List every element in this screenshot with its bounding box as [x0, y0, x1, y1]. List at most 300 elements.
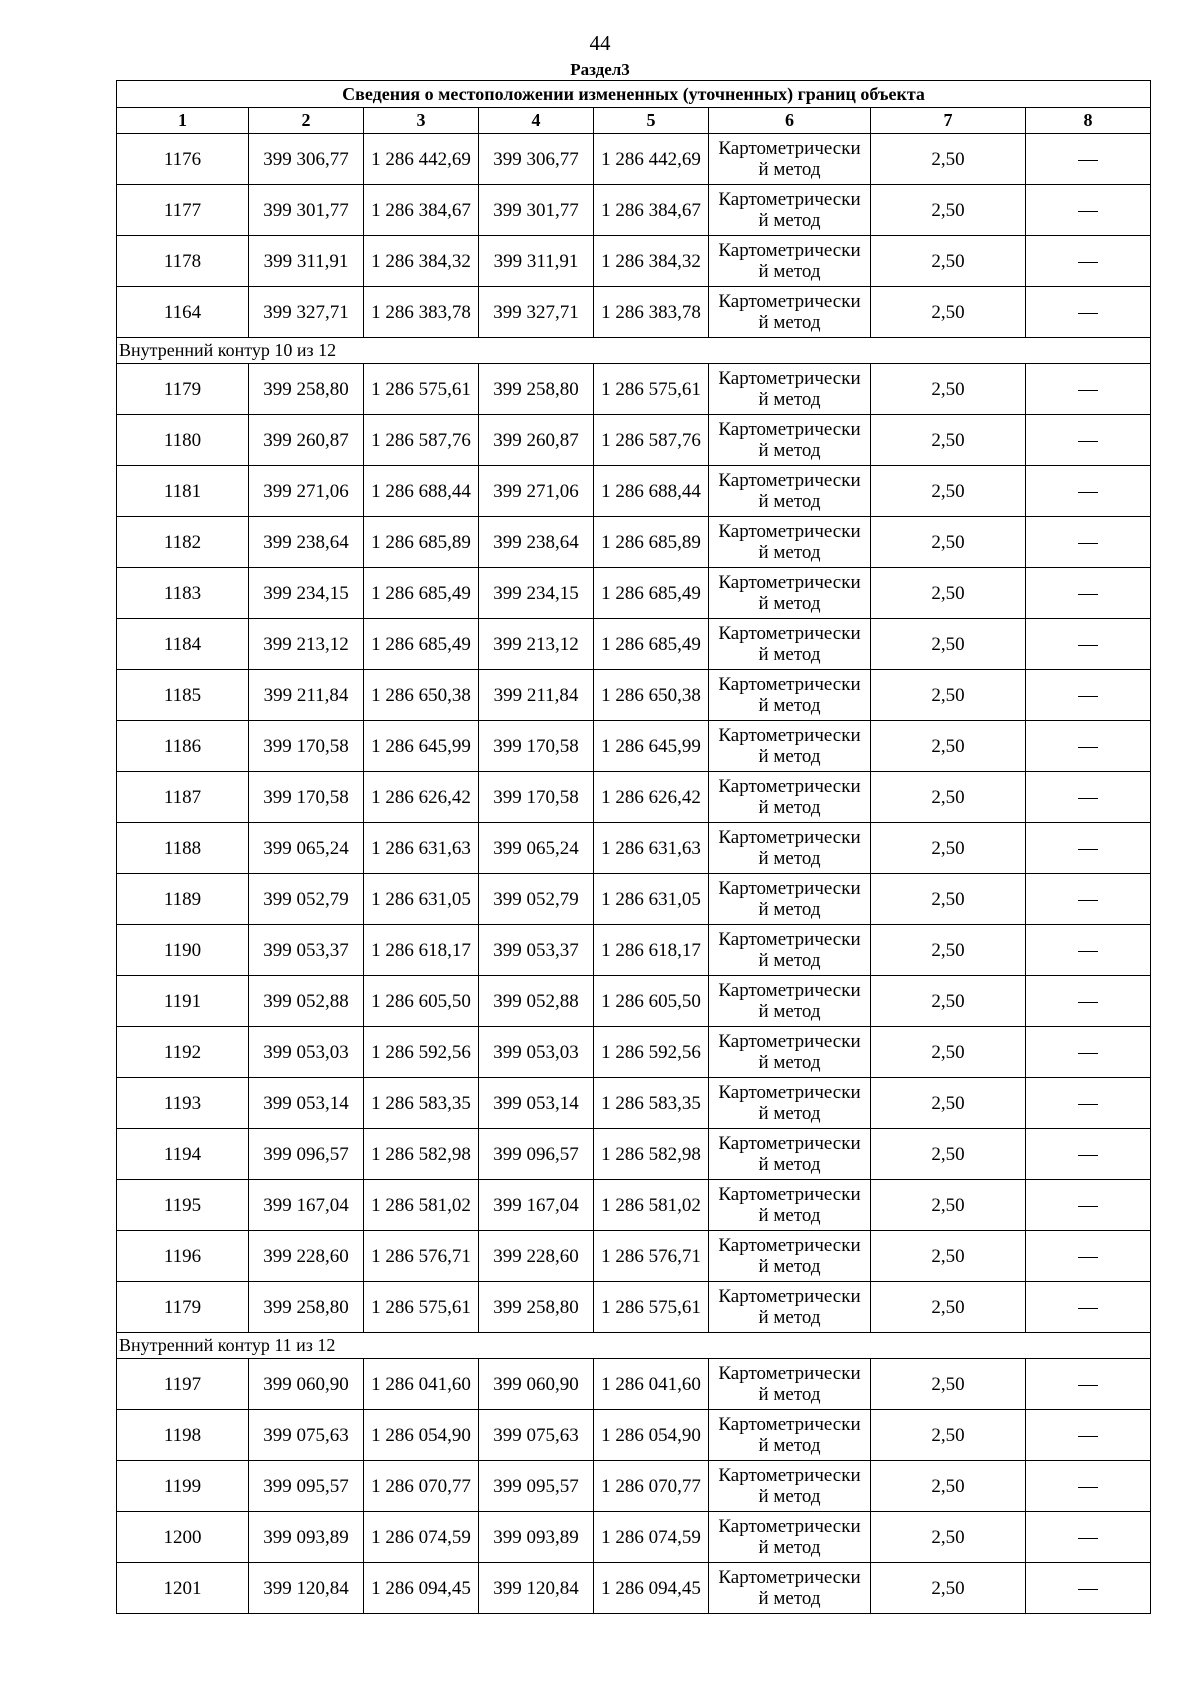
y-new-cell: 1 286 685,49 [594, 568, 709, 619]
y-existing-cell: 1 286 054,90 [364, 1410, 479, 1461]
method-text-line1: Картометрически [718, 1133, 861, 1154]
description-cell [1026, 134, 1151, 185]
point-number-cell: 1183 [117, 568, 249, 619]
method-cell [709, 1282, 871, 1333]
x-existing-cell: 399 327,71 [249, 287, 364, 338]
method-text-line2: й метод [758, 1205, 821, 1226]
point-number-cell: 1179 [117, 364, 249, 415]
dash-icon [1078, 1308, 1098, 1309]
description-cell [1026, 517, 1151, 568]
method-text-line2: й метод [758, 159, 821, 180]
table-row [117, 236, 1151, 287]
column-number: 3 [364, 108, 479, 134]
y-existing-cell: 1 286 094,45 [364, 1563, 479, 1614]
method-cell [709, 415, 871, 466]
method-cell [709, 287, 871, 338]
method-text-line2: й метод [758, 389, 821, 410]
dash-icon [1078, 313, 1098, 314]
table-title-row [117, 81, 1151, 108]
y-new-cell: 1 286 626,42 [594, 772, 709, 823]
point-number-cell: 1191 [117, 976, 249, 1027]
contour-heading: Внутренний контур 10 из 12 [117, 338, 1151, 364]
x-existing-cell: 399 065,24 [249, 823, 364, 874]
method-text-line1: Картометрически [718, 1567, 861, 1588]
x-new-cell: 399 093,89 [479, 1512, 594, 1563]
method-text-line1: Картометрически [718, 1516, 861, 1537]
dash-icon [1078, 1385, 1098, 1386]
y-new-cell: 1 286 041,60 [594, 1359, 709, 1410]
x-new-cell: 399 052,79 [479, 874, 594, 925]
dash-icon [1078, 594, 1098, 595]
method-cell [709, 1410, 871, 1461]
point-number-cell: 1193 [117, 1078, 249, 1129]
dash-icon [1078, 1487, 1098, 1488]
table-row [117, 619, 1151, 670]
x-existing-cell: 399 258,80 [249, 364, 364, 415]
column-number: 6 [709, 108, 871, 134]
accuracy-cell: 2,50 [871, 874, 1026, 925]
x-existing-cell: 399 093,89 [249, 1512, 364, 1563]
description-cell [1026, 1410, 1151, 1461]
x-existing-cell: 399 234,15 [249, 568, 364, 619]
y-existing-cell: 1 286 384,67 [364, 185, 479, 236]
x-new-cell: 399 260,87 [479, 415, 594, 466]
point-number-cell: 1194 [117, 1129, 249, 1180]
dash-icon [1078, 1538, 1098, 1539]
table-row [117, 1410, 1151, 1461]
accuracy-cell: 2,50 [871, 466, 1026, 517]
method-text-line1: Картометрически [718, 1286, 861, 1307]
page-number: 44 [589, 31, 611, 55]
method-text-line1: Картометрически [718, 1414, 861, 1435]
x-new-cell: 399 053,37 [479, 925, 594, 976]
method-cell [709, 874, 871, 925]
table-row [117, 1231, 1151, 1282]
y-new-cell: 1 286 576,71 [594, 1231, 709, 1282]
section-label: Раздел3 [570, 60, 630, 79]
boundary-table [116, 80, 1151, 1614]
method-cell [709, 466, 871, 517]
x-existing-cell: 399 053,14 [249, 1078, 364, 1129]
y-new-cell: 1 286 685,89 [594, 517, 709, 568]
dash-icon [1078, 1436, 1098, 1437]
method-text-line1: Картометрически [718, 929, 861, 950]
method-text-line2: й метод [758, 440, 821, 461]
x-new-cell: 399 053,03 [479, 1027, 594, 1078]
y-new-cell: 1 286 383,78 [594, 287, 709, 338]
point-number-cell: 1188 [117, 823, 249, 874]
y-new-cell: 1 286 583,35 [594, 1078, 709, 1129]
x-existing-cell: 399 258,80 [249, 1282, 364, 1333]
dash-icon [1078, 645, 1098, 646]
method-text-line1: Картометрически [718, 776, 861, 797]
table-row [117, 466, 1151, 517]
x-new-cell: 399 301,77 [479, 185, 594, 236]
point-number-cell: 1179 [117, 1282, 249, 1333]
description-cell [1026, 1027, 1151, 1078]
method-text-line1: Картометрически [718, 725, 861, 746]
x-existing-cell: 399 211,84 [249, 670, 364, 721]
method-cell [709, 568, 871, 619]
table-row [117, 1027, 1151, 1078]
y-new-cell: 1 286 070,77 [594, 1461, 709, 1512]
x-new-cell: 399 095,57 [479, 1461, 594, 1512]
method-text-line2: й метод [758, 1435, 821, 1456]
table-row [117, 185, 1151, 236]
y-new-cell: 1 286 650,38 [594, 670, 709, 721]
table-row [117, 1512, 1151, 1563]
dash-icon [1078, 747, 1098, 748]
method-cell [709, 976, 871, 1027]
dash-icon [1078, 1206, 1098, 1207]
accuracy-cell: 2,50 [871, 670, 1026, 721]
method-cell [709, 517, 871, 568]
accuracy-cell: 2,50 [871, 287, 1026, 338]
description-cell [1026, 1180, 1151, 1231]
accuracy-cell: 2,50 [871, 823, 1026, 874]
accuracy-cell: 2,50 [871, 568, 1026, 619]
y-new-cell: 1 286 587,76 [594, 415, 709, 466]
point-number-cell: 1186 [117, 721, 249, 772]
y-existing-cell: 1 286 618,17 [364, 925, 479, 976]
method-text-line1: Картометрически [718, 1363, 861, 1384]
x-new-cell: 399 238,64 [479, 517, 594, 568]
method-text-line1: Картометрически [718, 572, 861, 593]
method-text-line1: Картометрически [718, 1235, 861, 1256]
x-new-cell: 399 271,06 [479, 466, 594, 517]
x-new-cell: 399 213,12 [479, 619, 594, 670]
x-existing-cell: 399 167,04 [249, 1180, 364, 1231]
x-existing-cell: 399 053,03 [249, 1027, 364, 1078]
y-existing-cell: 1 286 582,98 [364, 1129, 479, 1180]
description-cell [1026, 415, 1151, 466]
x-new-cell: 399 258,80 [479, 364, 594, 415]
table-row [117, 772, 1151, 823]
method-text-line2: й метод [758, 695, 821, 716]
x-existing-cell: 399 238,64 [249, 517, 364, 568]
method-text-line1: Картометрически [718, 1184, 861, 1205]
method-text-line2: й метод [758, 644, 821, 665]
y-existing-cell: 1 286 631,63 [364, 823, 479, 874]
method-text-line2: й метод [758, 899, 821, 920]
y-new-cell: 1 286 384,32 [594, 236, 709, 287]
dash-icon [1078, 543, 1098, 544]
y-new-cell: 1 286 575,61 [594, 1282, 709, 1333]
y-new-cell: 1 286 074,59 [594, 1512, 709, 1563]
method-text-line2: й метод [758, 593, 821, 614]
description-cell [1026, 1359, 1151, 1410]
contour-heading-row [117, 1333, 1151, 1359]
y-existing-cell: 1 286 650,38 [364, 670, 479, 721]
x-new-cell: 399 053,14 [479, 1078, 594, 1129]
table-row [117, 1282, 1151, 1333]
table-row [117, 568, 1151, 619]
description-cell [1026, 976, 1151, 1027]
column-number-row [117, 108, 1151, 134]
table-row [117, 670, 1151, 721]
point-number-cell: 1177 [117, 185, 249, 236]
y-existing-cell: 1 286 583,35 [364, 1078, 479, 1129]
dash-icon [1078, 900, 1098, 901]
x-existing-cell: 399 170,58 [249, 772, 364, 823]
table-row [117, 925, 1151, 976]
x-new-cell: 399 065,24 [479, 823, 594, 874]
y-existing-cell: 1 286 041,60 [364, 1359, 479, 1410]
description-cell [1026, 721, 1151, 772]
method-cell [709, 1078, 871, 1129]
x-new-cell: 399 120,84 [479, 1563, 594, 1614]
dash-icon [1078, 441, 1098, 442]
method-cell [709, 236, 871, 287]
method-cell [709, 1563, 871, 1614]
method-cell [709, 772, 871, 823]
method-text-line2: й метод [758, 1103, 821, 1124]
table-title: Сведения о местоположении измененных (уточненных) границ объекта [117, 81, 1151, 108]
description-cell [1026, 1129, 1151, 1180]
table-body [117, 81, 1151, 1614]
y-existing-cell: 1 286 645,99 [364, 721, 479, 772]
description-cell [1026, 466, 1151, 517]
y-new-cell: 1 286 384,67 [594, 185, 709, 236]
method-text-line1: Картометрически [718, 1465, 861, 1486]
x-new-cell: 399 211,84 [479, 670, 594, 721]
table-row [117, 1078, 1151, 1129]
x-existing-cell: 399 060,90 [249, 1359, 364, 1410]
y-existing-cell: 1 286 685,49 [364, 568, 479, 619]
method-text-line1: Картометрически [718, 419, 861, 440]
x-new-cell: 399 075,63 [479, 1410, 594, 1461]
method-cell [709, 1129, 871, 1180]
method-text-line2: й метод [758, 797, 821, 818]
x-new-cell: 399 170,58 [479, 772, 594, 823]
method-cell [709, 1180, 871, 1231]
method-text-line1: Картометрически [718, 878, 861, 899]
method-cell [709, 670, 871, 721]
method-text-line2: й метод [758, 1052, 821, 1073]
x-new-cell: 399 327,71 [479, 287, 594, 338]
point-number-cell: 1190 [117, 925, 249, 976]
table-row [117, 364, 1151, 415]
point-number-cell: 1180 [117, 415, 249, 466]
y-existing-cell: 1 286 688,44 [364, 466, 479, 517]
method-text-line1: Картометрически [718, 980, 861, 1001]
dash-icon [1078, 696, 1098, 697]
accuracy-cell: 2,50 [871, 925, 1026, 976]
x-existing-cell: 399 052,79 [249, 874, 364, 925]
x-existing-cell: 399 260,87 [249, 415, 364, 466]
x-new-cell: 399 258,80 [479, 1282, 594, 1333]
point-number-cell: 1181 [117, 466, 249, 517]
description-cell [1026, 1563, 1151, 1614]
description-cell [1026, 925, 1151, 976]
y-new-cell: 1 286 631,63 [594, 823, 709, 874]
x-existing-cell: 399 095,57 [249, 1461, 364, 1512]
description-cell [1026, 568, 1151, 619]
method-text-line1: Картометрически [718, 827, 861, 848]
point-number-cell: 1182 [117, 517, 249, 568]
x-new-cell: 399 096,57 [479, 1129, 594, 1180]
y-new-cell: 1 286 688,44 [594, 466, 709, 517]
accuracy-cell: 2,50 [871, 236, 1026, 287]
table-row [117, 1180, 1151, 1231]
contour-heading: Внутренний контур 11 из 12 [117, 1333, 1151, 1359]
accuracy-cell: 2,50 [871, 721, 1026, 772]
point-number-cell: 1176 [117, 134, 249, 185]
x-existing-cell: 399 120,84 [249, 1563, 364, 1614]
y-new-cell: 1 286 094,45 [594, 1563, 709, 1614]
dash-icon [1078, 1002, 1098, 1003]
y-existing-cell: 1 286 581,02 [364, 1180, 479, 1231]
accuracy-cell: 2,50 [871, 1282, 1026, 1333]
method-cell [709, 1512, 871, 1563]
accuracy-cell: 2,50 [871, 1129, 1026, 1180]
y-existing-cell: 1 286 592,56 [364, 1027, 479, 1078]
description-cell [1026, 823, 1151, 874]
table-row [117, 1359, 1151, 1410]
method-cell [709, 1359, 871, 1410]
x-existing-cell: 399 271,06 [249, 466, 364, 517]
point-number-cell: 1164 [117, 287, 249, 338]
method-text-line2: й метод [758, 1588, 821, 1609]
point-number-cell: 1201 [117, 1563, 249, 1614]
description-cell [1026, 1461, 1151, 1512]
dash-icon [1078, 492, 1098, 493]
column-number: 5 [594, 108, 709, 134]
accuracy-cell: 2,50 [871, 619, 1026, 670]
method-text-line1: Картометрически [718, 1031, 861, 1052]
dash-icon [1078, 1053, 1098, 1054]
x-existing-cell: 399 052,88 [249, 976, 364, 1027]
table-row [117, 517, 1151, 568]
method-text-line2: й метод [758, 1486, 821, 1507]
method-text-line2: й метод [758, 491, 821, 512]
y-existing-cell: 1 286 576,71 [364, 1231, 479, 1282]
accuracy-cell: 2,50 [871, 185, 1026, 236]
description-cell [1026, 185, 1151, 236]
dash-icon [1078, 1104, 1098, 1105]
table-row [117, 1563, 1151, 1614]
method-text-line2: й метод [758, 1384, 821, 1405]
x-existing-cell: 399 306,77 [249, 134, 364, 185]
dash-icon [1078, 951, 1098, 952]
accuracy-cell: 2,50 [871, 134, 1026, 185]
description-cell [1026, 364, 1151, 415]
point-number-cell: 1192 [117, 1027, 249, 1078]
accuracy-cell: 2,50 [871, 1512, 1026, 1563]
y-new-cell: 1 286 605,50 [594, 976, 709, 1027]
description-cell [1026, 1282, 1151, 1333]
y-existing-cell: 1 286 605,50 [364, 976, 479, 1027]
accuracy-cell: 2,50 [871, 1027, 1026, 1078]
method-text-line1: Картометрически [718, 1082, 861, 1103]
y-existing-cell: 1 286 575,61 [364, 1282, 479, 1333]
dash-icon [1078, 262, 1098, 263]
y-new-cell: 1 286 645,99 [594, 721, 709, 772]
y-existing-cell: 1 286 587,76 [364, 415, 479, 466]
y-new-cell: 1 286 618,17 [594, 925, 709, 976]
x-new-cell: 399 228,60 [479, 1231, 594, 1282]
column-number: 4 [479, 108, 594, 134]
method-text-line1: Картометрически [718, 138, 861, 159]
accuracy-cell: 2,50 [871, 976, 1026, 1027]
contour-heading-row [117, 338, 1151, 364]
point-number-cell: 1198 [117, 1410, 249, 1461]
description-cell [1026, 236, 1151, 287]
method-text-line1: Картометрически [718, 470, 861, 491]
accuracy-cell: 2,50 [871, 517, 1026, 568]
x-existing-cell: 399 311,91 [249, 236, 364, 287]
y-existing-cell: 1 286 685,89 [364, 517, 479, 568]
method-text-line1: Картометрически [718, 240, 861, 261]
table-row [117, 874, 1151, 925]
column-number: 1 [117, 108, 249, 134]
table-row [117, 134, 1151, 185]
point-number-cell: 1195 [117, 1180, 249, 1231]
x-new-cell: 399 167,04 [479, 1180, 594, 1231]
method-text-line2: й метод [758, 312, 821, 333]
method-text-line2: й метод [758, 1154, 821, 1175]
point-number-cell: 1196 [117, 1231, 249, 1282]
y-existing-cell: 1 286 074,59 [364, 1512, 479, 1563]
x-new-cell: 399 060,90 [479, 1359, 594, 1410]
method-text-line1: Картометрически [718, 368, 861, 389]
accuracy-cell: 2,50 [871, 1563, 1026, 1614]
accuracy-cell: 2,50 [871, 1078, 1026, 1129]
point-number-cell: 1199 [117, 1461, 249, 1512]
method-text-line1: Картометрически [718, 291, 861, 312]
description-cell [1026, 772, 1151, 823]
table-row [117, 823, 1151, 874]
description-cell [1026, 874, 1151, 925]
method-cell [709, 185, 871, 236]
method-text-line1: Картометрически [718, 521, 861, 542]
description-cell [1026, 670, 1151, 721]
method-text-line2: й метод [758, 542, 821, 563]
method-text-line2: й метод [758, 1001, 821, 1022]
description-cell [1026, 1512, 1151, 1563]
x-new-cell: 399 234,15 [479, 568, 594, 619]
y-new-cell: 1 286 592,56 [594, 1027, 709, 1078]
method-text-line1: Картометрически [718, 674, 861, 695]
accuracy-cell: 2,50 [871, 772, 1026, 823]
accuracy-cell: 2,50 [871, 415, 1026, 466]
y-existing-cell: 1 286 626,42 [364, 772, 479, 823]
y-new-cell: 1 286 582,98 [594, 1129, 709, 1180]
method-text-line2: й метод [758, 210, 821, 231]
y-new-cell: 1 286 685,49 [594, 619, 709, 670]
method-cell [709, 823, 871, 874]
x-new-cell: 399 306,77 [479, 134, 594, 185]
accuracy-cell: 2,50 [871, 1180, 1026, 1231]
dash-icon [1078, 1589, 1098, 1590]
y-new-cell: 1 286 054,90 [594, 1410, 709, 1461]
y-existing-cell: 1 286 575,61 [364, 364, 479, 415]
dash-icon [1078, 211, 1098, 212]
x-existing-cell: 399 301,77 [249, 185, 364, 236]
x-existing-cell: 399 075,63 [249, 1410, 364, 1461]
table-row [117, 415, 1151, 466]
description-cell [1026, 619, 1151, 670]
dash-icon [1078, 1155, 1098, 1156]
method-cell [709, 134, 871, 185]
table-row [117, 287, 1151, 338]
x-new-cell: 399 170,58 [479, 721, 594, 772]
y-new-cell: 1 286 442,69 [594, 134, 709, 185]
method-text-line1: Картометрически [718, 623, 861, 644]
accuracy-cell: 2,50 [871, 364, 1026, 415]
point-number-cell: 1184 [117, 619, 249, 670]
accuracy-cell: 2,50 [871, 1359, 1026, 1410]
